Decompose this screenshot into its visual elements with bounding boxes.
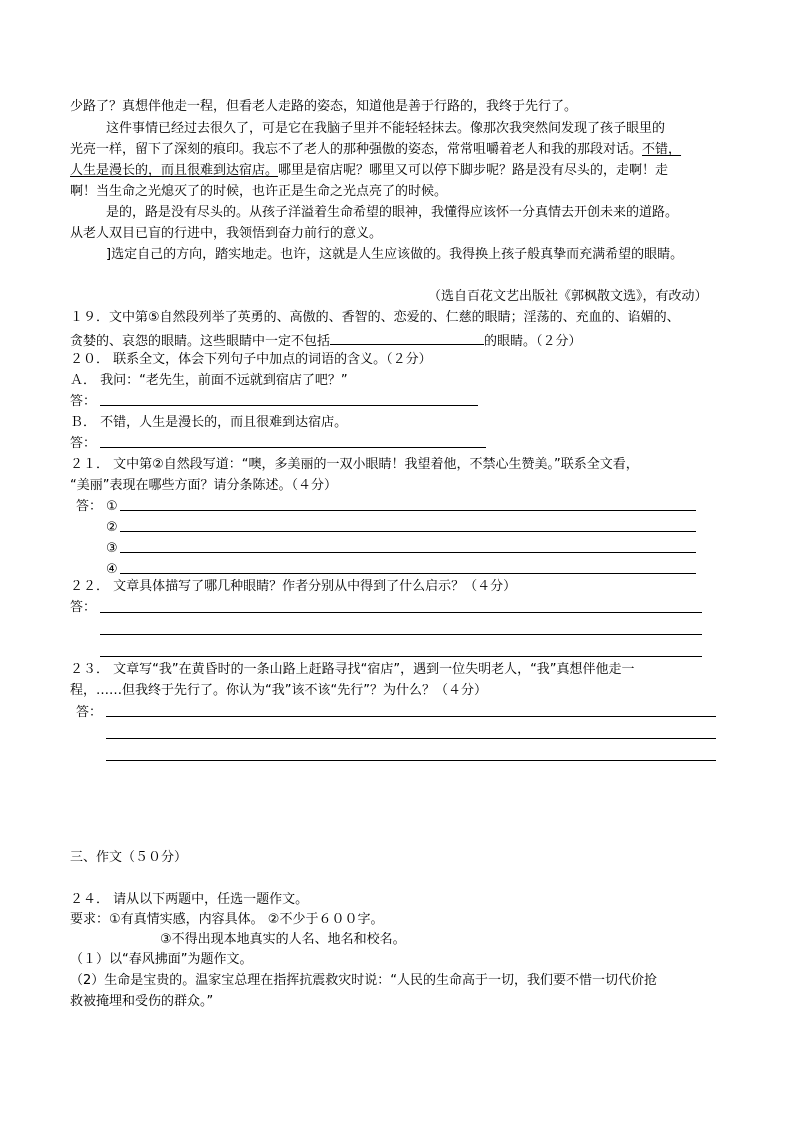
q21-answer-line-2[interactable] [120, 531, 696, 532]
q23-answer-line-1[interactable] [106, 716, 716, 717]
q21-line-1: ２１． 文中第②自然段写道：“噢，多美丽的一双小眼睛！我望着他，不禁心生赞美。”联系全文看， [70, 457, 639, 472]
q19-answer-blank[interactable] [330, 332, 484, 345]
q20-item-b: Ｂ． 不错，人生是漫长的，而且很难到达宿店。 [70, 415, 348, 430]
q22-answer-label: 答： [70, 600, 97, 615]
q20-item-a: Ａ． 我问：“老先生，前面不远就到宿店了吧？” [70, 373, 348, 388]
q20-answer-label-b: 答： [70, 436, 97, 451]
passage-line-5: 啊！当生命之光熄灭了的时候，也许正是生命之光点亮了的时候。 [70, 184, 448, 199]
passage-line-2: 这件事情已经过去很久了，可是它在我脑子里并不能轻轻抹去。像那次我突然间发现了孩子眼里的 [106, 121, 666, 136]
q19-line-2 [70, 332, 582, 348]
underlined-phrase-start: 不错， [642, 142, 682, 157]
essay-topic-1: （１）以“春风拂面”为题作文。 [70, 952, 253, 967]
q23-line-1: ２３． 文章写“我”在黄昏时的一条山路上赶路寻找“宿店”，遇到一位失明老人，“我”真想伴他走一 [70, 662, 635, 677]
q20-answer-line-a[interactable] [100, 405, 478, 406]
q22-answer-line-3[interactable] [100, 656, 702, 657]
passage-line-7: 从老人双目已盲的行进中，我领悟到奋力前行的意义。 [70, 226, 383, 241]
essay-requirement-3: ③不得出现本地真实的人名、地名和校名。 [160, 932, 406, 947]
q20-question: ２０． 联系全文，体会下列句子中加点的词语的含义。（２分） [70, 352, 432, 367]
q23-answer-line-3[interactable] [106, 760, 716, 761]
essay-topic-2-line-2: 救被掩埋和受伤的群众。” [70, 994, 214, 1009]
q21-answer-label: 答： [76, 499, 103, 514]
q21-marker-3: ③ [106, 541, 118, 556]
q20-answer-line-b[interactable] [100, 447, 486, 448]
essay-requirements: 要求：①有真情实感，内容具体。 ②不少于６００字。 [70, 912, 384, 927]
q19-text: 贪婪的、哀怨的眼睛。这些眼睛中一定不包括 [70, 334, 331, 349]
q23-answer-label: 答： [76, 705, 103, 720]
q23-answer-line-2[interactable] [106, 738, 716, 739]
passage-line-3 [70, 143, 681, 156]
q20-answer-label-a: 答： [70, 394, 97, 409]
q21-marker-4: ④ [106, 562, 118, 577]
q22-question: ２２． 文章具体描写了哪几种眼睛？作者分别从中得到了什么启示？（４分） [70, 579, 517, 594]
passage-line-6: 是的，路是没有尽头的。从孩子洋溢着生命希望的眼神，我懂得应该怀一分真情去开创未来的道路。 [106, 205, 679, 220]
passage-source: （选自百花文艺出版社《郭枫散文选》，有改动） [428, 289, 708, 304]
q24-question: ２４． 请从以下两题中，任选一题作文。 [70, 892, 309, 907]
passage-line-4-text: 哪里是宿店呢？哪里又可以停下脚步呢？路是没有尽头的，走啊！走 [278, 163, 669, 178]
passage-line-8: ]选定自己的方向，踏实地走。也许，这就是人生应该做的。我得换上孩子般真挚而充满希望的眼睛。 [106, 247, 684, 262]
q21-answer-line-3[interactable] [120, 552, 696, 553]
q19-line-1: １９．文中第⑤自然段列举了英勇的、高傲的、香智的、恋爱的、仁慈的眼睛；淫荡的、充血的、谄媚的、 [70, 310, 680, 325]
q21-answer-line-1[interactable] [120, 510, 696, 511]
essay-topic-2-line-1: （2）生命是宝贵的。温家宝总理在指挥抗震救灾时说：“人民的生命高于一切，我们要不惜一切代价抢 [70, 973, 658, 988]
passage-line-1: 少路了？真想伴他走一程，但看老人走路的姿态，知道他是善于行路的，我终于先行了。 [70, 99, 578, 114]
underlined-phrase-end: 人生是漫长的，而且很难到达宿店。 [70, 163, 279, 178]
q21-marker-2: ② [106, 520, 118, 535]
essay-heading: 三、作文（５０分） [70, 850, 188, 865]
q22-answer-line-2[interactable] [100, 634, 702, 635]
q21-answer-line-4[interactable] [120, 573, 696, 574]
q19-points: 的眼睛。（２分） [484, 334, 582, 349]
q21-marker-1: ① [106, 499, 118, 514]
q21-line-2: “美丽”表现在哪些方面？请分条陈述。（４分） [70, 478, 337, 493]
q23-line-2: 程，……但我终于先行了。你认为“我”该不该“先行”？为什么？（４分） [70, 683, 487, 698]
passage-line-3-text: 光亮一样，留下了深刻的痕印。我忘不了老人的那种强傲的姿态，常常咀嚼着老人和我的那段对话。 [70, 142, 643, 157]
q22-answer-line-1[interactable] [100, 612, 702, 613]
passage-line-4 [70, 164, 668, 177]
